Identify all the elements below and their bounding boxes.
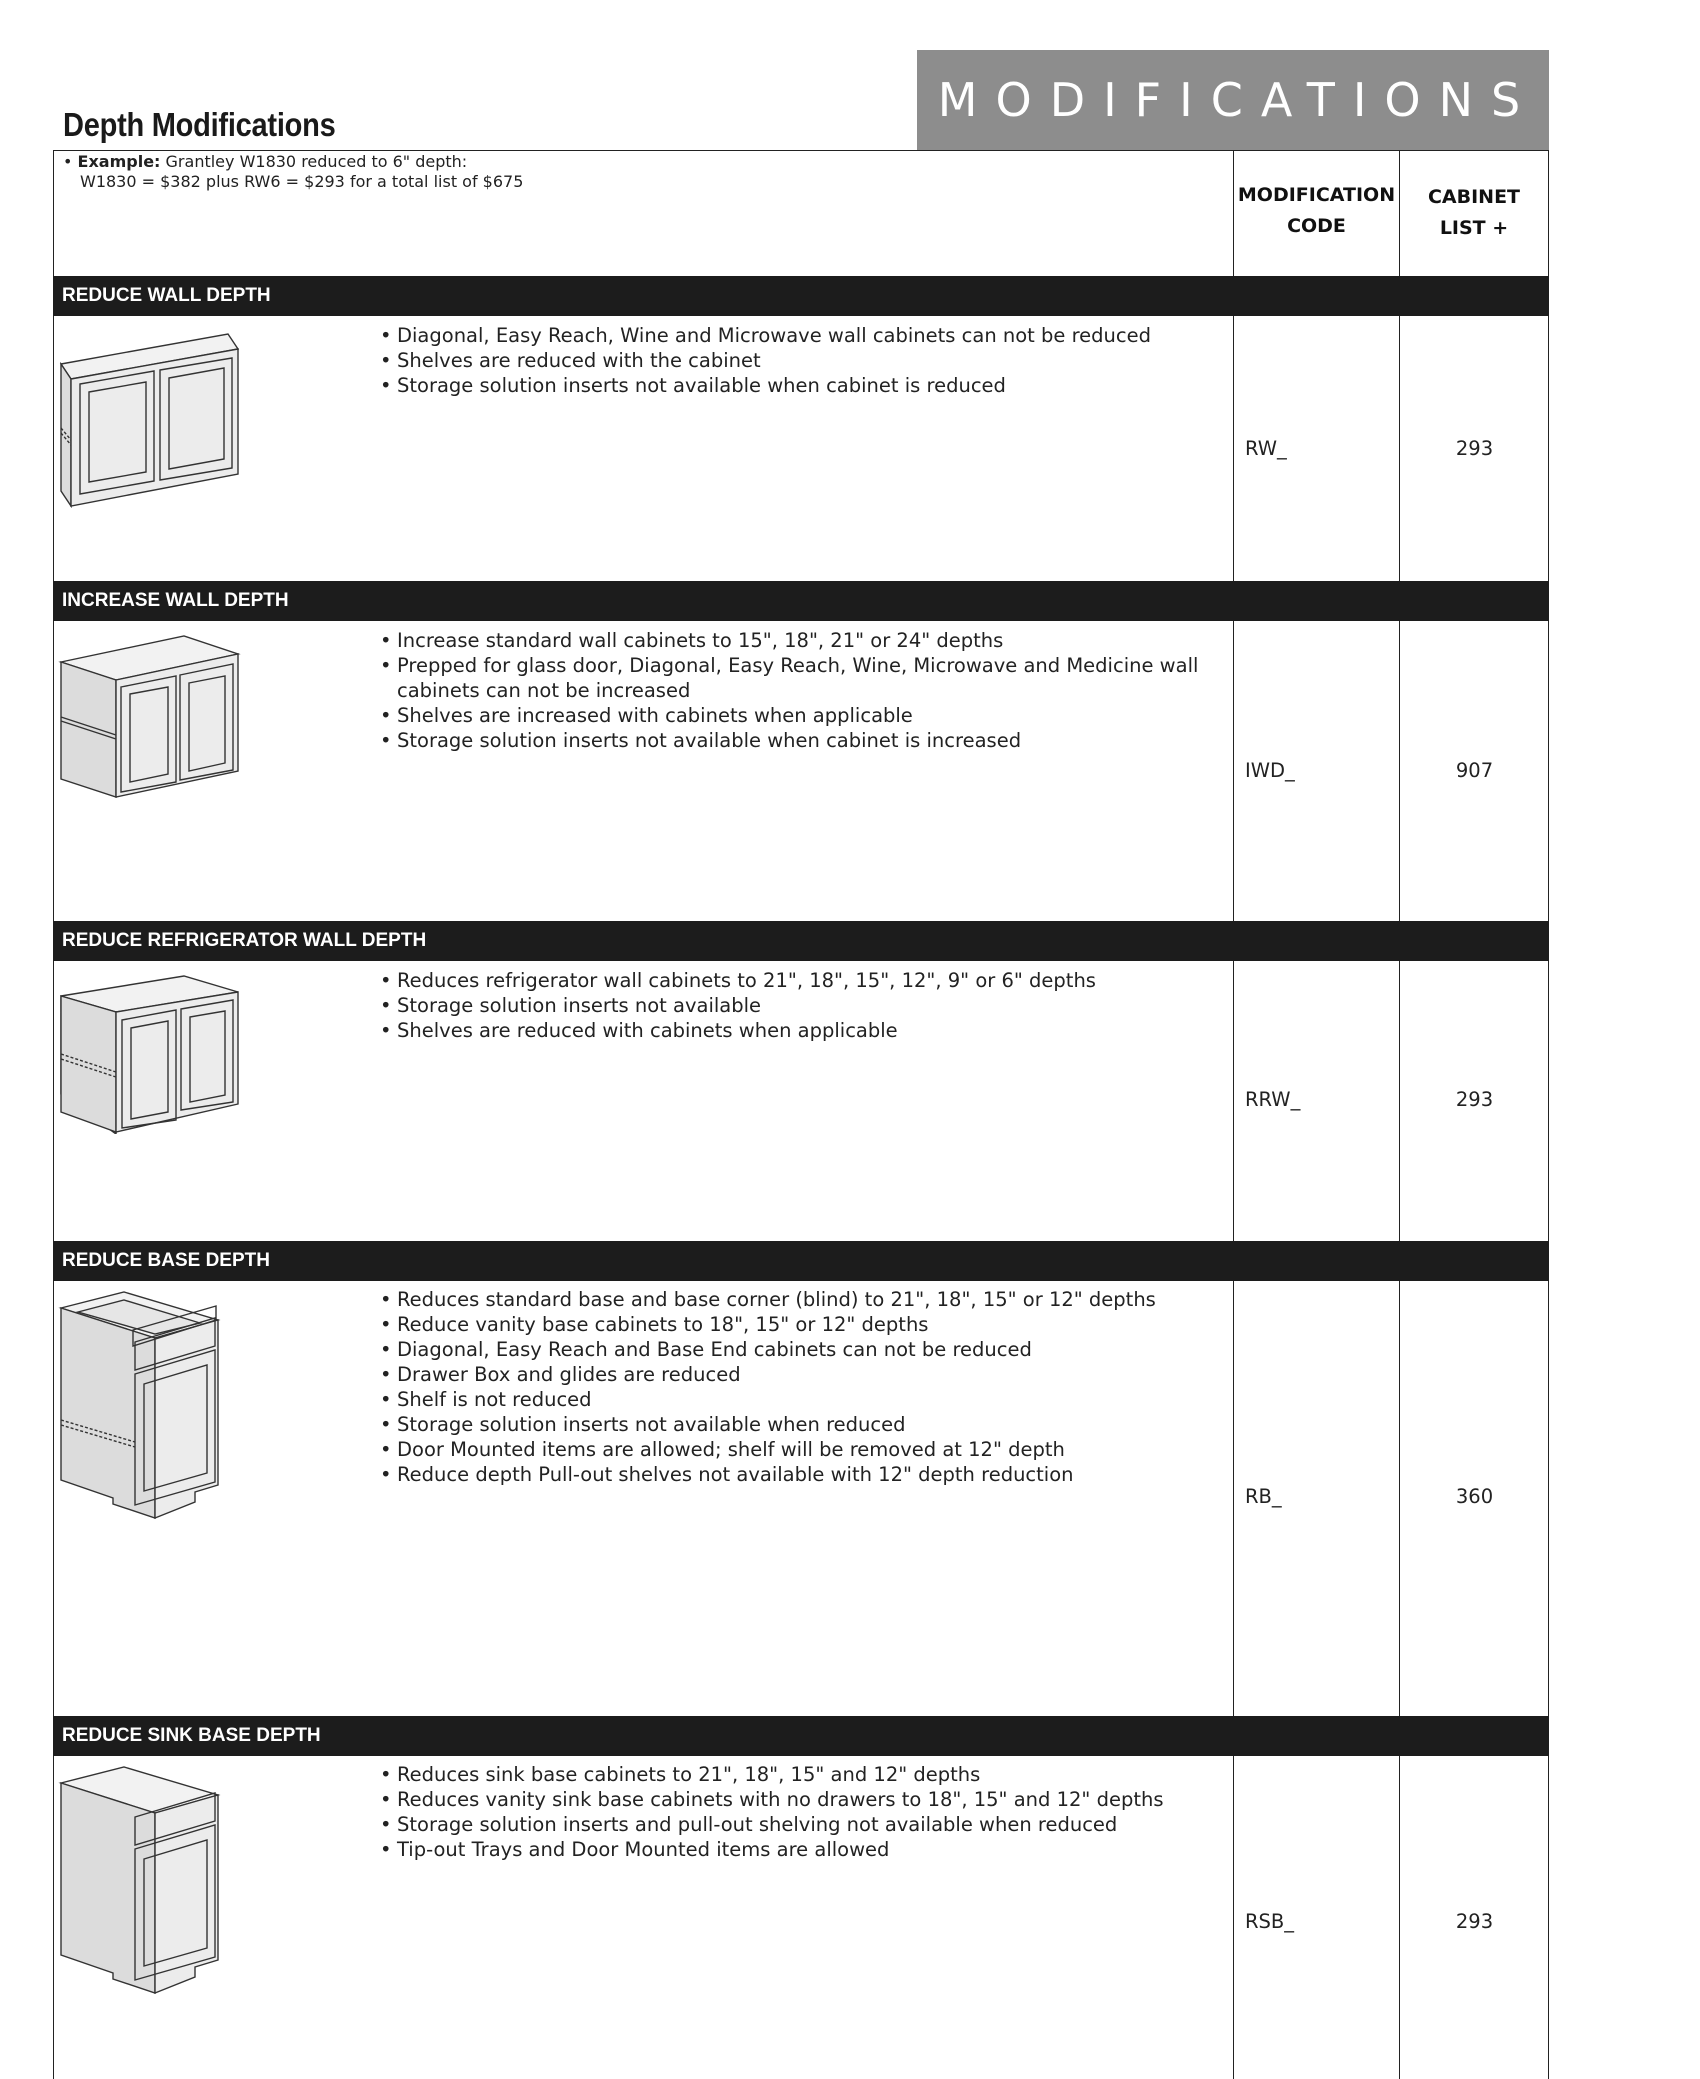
table-left-border [53, 150, 54, 2079]
list-item: • Diagonal, Easy Reach and Base End cabinets can not be reduced [380, 1337, 1230, 1362]
list-item: • Increase standard wall cabinets to 15", 18", 21" or 24" depths [380, 628, 1230, 653]
refrigerator-wall-cabinet-icon [58, 974, 244, 1134]
list-item: • Storage solution inserts not available when reduced [380, 1412, 1230, 1437]
cabinet-list-price: 293 [1455, 1910, 1494, 1933]
section-3-bullets [380, 1287, 1230, 1487]
section-title-reduce-wall-depth: REDUCE WALL DEPTH [53, 276, 1549, 316]
section-4-bullets [380, 1762, 1230, 1862]
section-title-reduce-base-depth: REDUCE BASE DEPTH [53, 1241, 1549, 1281]
list-item: • Storage solution inserts and pull-out shelving not available when reduced [380, 1812, 1230, 1837]
example-line2: W1830 = $382 plus RW6 = $293 for a total list of $675 [80, 172, 524, 191]
wall-cabinet-increased-icon [58, 632, 244, 802]
modification-code: RW_ [1245, 437, 1287, 460]
example-label: Example: [77, 152, 161, 171]
section-2-bullets [380, 968, 1230, 1043]
modification-code: RRW_ [1245, 1088, 1301, 1111]
section-1-bullets [380, 628, 1230, 753]
code-column-divider [1233, 150, 1234, 2079]
section-title-reduce-sink-base-depth: REDUCE SINK BASE DEPTH [53, 1716, 1549, 1756]
price-header-line1: CABINET [1427, 186, 1521, 208]
section-title-reduce-refrigerator-wall-depth: REDUCE REFRIGERATOR WALL DEPTH [53, 921, 1549, 961]
sink-base-cabinet-icon [58, 1765, 228, 1995]
list-item: • Storage solution inserts not available [380, 993, 1230, 1018]
list-item: • Shelf is not reduced [380, 1387, 1230, 1412]
code-header-line1: MODIFICATION [1237, 184, 1396, 206]
wall-cabinet-reduced-icon [58, 328, 244, 508]
list-item: • Shelves are reduced with the cabinet [380, 348, 1230, 373]
list-item: • Diagonal, Easy Reach, Wine and Microwave wall cabinets can not be reduced [380, 323, 1230, 348]
cabinet-list-price: 360 [1455, 1485, 1494, 1508]
cabinet-list-price: 293 [1455, 437, 1494, 460]
example-note [63, 152, 523, 192]
example-line1: Grantley W1830 reduced to 6" depth: [165, 152, 468, 171]
list-item: • Shelves are increased with cabinets when applicable [380, 703, 1230, 728]
list-item: • Reduces standard base and base corner (blind) to 21", 18", 15" or 12" depths [380, 1287, 1230, 1312]
cabinet-list-price: 293 [1455, 1088, 1494, 1111]
example-bullet: • [63, 152, 73, 171]
list-item: • Tip-out Trays and Door Mounted items are allowed [380, 1837, 1230, 1862]
cabinet-list-price: 907 [1455, 759, 1494, 782]
modification-code: IWD_ [1245, 759, 1295, 782]
list-item: • Shelves are reduced with cabinets when applicable [380, 1018, 1230, 1043]
list-item: • Storage solution inserts not available when cabinet is increased [380, 728, 1230, 753]
code-header-line2: CODE [1287, 215, 1346, 237]
modifications-banner: MODIFICATIONS [917, 50, 1549, 150]
list-item: • Door Mounted items are allowed; shelf will be removed at 12" depth [380, 1437, 1230, 1462]
list-item: • Reduce depth Pull-out shelves not available with 12" depth reduction [380, 1462, 1230, 1487]
list-item: • Reduces refrigerator wall cabinets to 21", 18", 15", 12", 9" or 6" depths [380, 968, 1230, 993]
list-item: • Reduces sink base cabinets to 21", 18", 15" and 12" depths [380, 1762, 1230, 1787]
list-item: • Prepped for glass door, Diagonal, Easy Reach, Wine, Microwave and Medicine wall cabinets can not be increased [380, 653, 1230, 703]
cabinet-list-header [1400, 182, 1548, 244]
page-title: Depth Modifications [63, 106, 336, 143]
modification-code-header [1234, 180, 1399, 242]
section-title-increase-wall-depth: INCREASE WALL DEPTH [53, 581, 1549, 621]
list-item: • Reduces vanity sink base cabinets with no drawers to 18", 15" and 12" depths [380, 1787, 1230, 1812]
list-item: • Drawer Box and glides are reduced [380, 1362, 1230, 1387]
modification-code: RB_ [1245, 1485, 1282, 1508]
price-header-line2: LIST + [1439, 217, 1509, 239]
base-cabinet-icon [58, 1290, 228, 1520]
table-top-border [53, 150, 1549, 151]
list-item: • Storage solution inserts not available when cabinet is reduced [380, 373, 1230, 398]
list-item: • Reduce vanity base cabinets to 18", 15" or 12" depths [380, 1312, 1230, 1337]
section-0-bullets [380, 323, 1230, 398]
modification-code: RSB_ [1245, 1910, 1295, 1933]
